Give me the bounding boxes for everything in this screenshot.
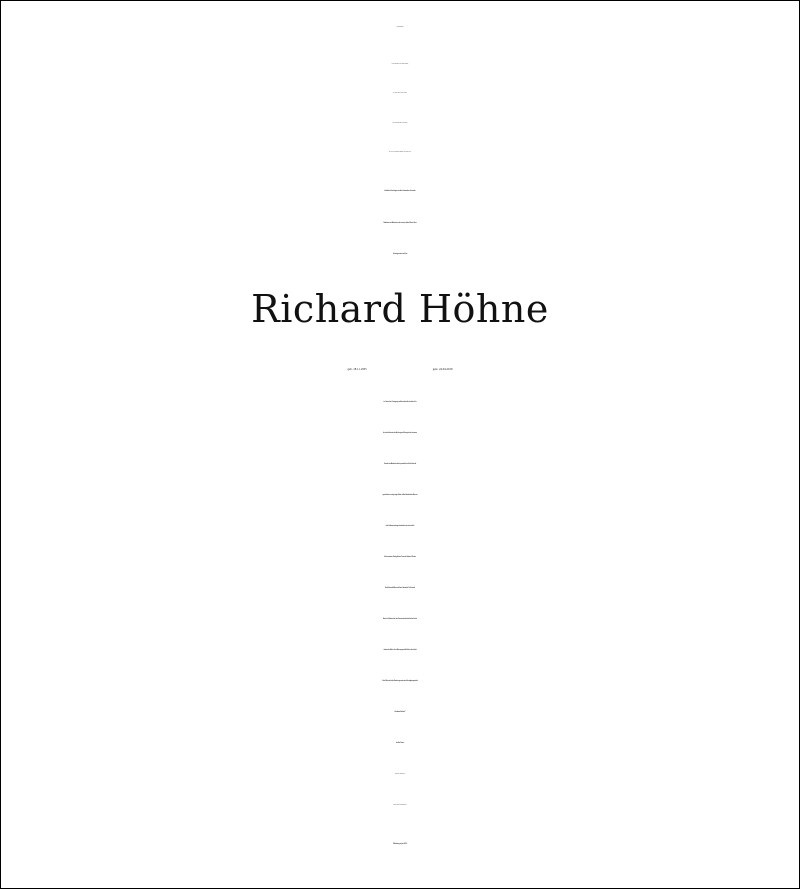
poem-line: Nun hast du uns verlassen, <box>392 123 408 124</box>
birth-date: geb. 18.11.1935 <box>347 367 367 371</box>
poem-line: im Herzen wirst du immer bei uns sein. <box>388 152 412 153</box>
intro-line: Nachbarn und Bekannten, die meinem lieben Mann, Vater, <box>383 223 417 224</box>
death-date: gest. 24.04.2019 <box>432 367 453 371</box>
body-line: und Geldzuwendungen bedanken wir uns herzlich. <box>385 526 415 527</box>
intro-line: Schwiegervater und Opa <box>392 254 408 255</box>
place-date: Wittenberg, im Juni 2019 <box>393 844 407 845</box>
body-line: geschriebene und gesagte Worte, stillen Händedruck, Blumen <box>382 495 418 496</box>
life-dates <box>1 367 799 371</box>
body-line: Stunde des Abschieds durch persönliches Geleit, liebevoll <box>384 464 416 465</box>
intro-line: Herzlichen Dank sagen wir allen Verwandten, Freunden, <box>384 191 416 192</box>
body-line: Ein besonderer Dank gilt dem Team der Station 14 b des <box>384 557 416 558</box>
body-line: Paul-Gerhardt-Stiftes und Frau Oberärztin Dr. Schmidt. <box>384 588 416 589</box>
body-line: im Leben ihre Zuneigung und Freundschaft schenkten. Für <box>383 402 417 403</box>
notice-heading: Danksagung <box>396 27 404 28</box>
body-line: „Ferdinand Schach“. <box>394 712 406 713</box>
signatory: Ehefrau Annelore <box>395 774 405 775</box>
body-line: Auch ein Dankeschön der Trauerrednerin Frau Fischer für die <box>383 619 417 620</box>
body-line: die vielen Beweise der Achtung und Ehrung in der schweren <box>383 433 417 434</box>
poem-line: nie war einer ganz allein. <box>392 93 408 94</box>
body-line: tröstenden Worte, dem Blumengeschäft Gerke, dem Hotel <box>383 650 417 651</box>
signatory: sowie alle Angehörigen <box>393 805 407 806</box>
body-line: Best Western für die Bewirtung sowie dem Beerdigungsinstitut <box>382 681 418 682</box>
poem-line: Alles machten wir gemeinsam, <box>391 64 409 65</box>
mourning-label: In stiller Trauer: <box>395 743 405 744</box>
deceased-name: Richard Höhne <box>251 287 549 331</box>
